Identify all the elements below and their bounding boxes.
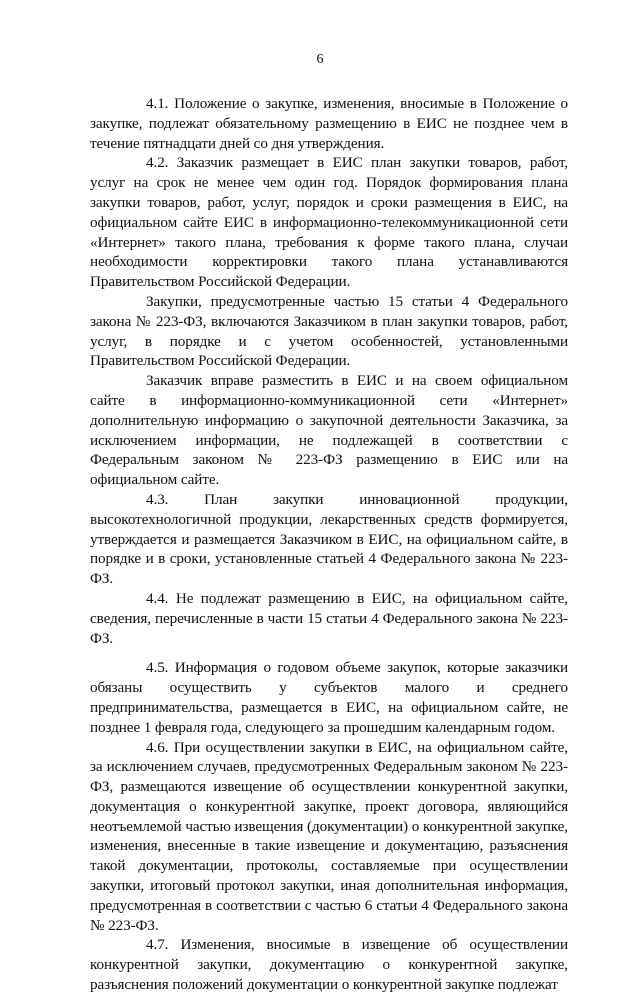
paragraph-4-2-additional-info: Заказчик вправе разместить в ЕИС и на своем официальном сайте в информационно-коммуникационной сети «Интернет» дополнительную информацию о закупочной деятельности Заказчика, за исключением информации, не подлежащей в соответствии с Федеральным законом № 223-ФЗ размещению в ЕИС или на официальном сайте. — [90, 372, 568, 489]
paragraph-4-7: 4.7. Изменения, вносимые в извещение об осуществлении конкурентной закупки, документацию о конкурентной закупке, разъяснения положений документации о конкурентной закупке подлежат — [90, 936, 568, 994]
paragraph-4-6: 4.6. При осуществлении закупки в ЕИС, на официальном сайте, за исключением случаев, предусмотренных Федеральным законом № 223-ФЗ, размещаются извещение об осуществлении конкурентной закупки, документация о конкурентной закупке, проект договора, являющийся неотъемлемой частью извещения (документации) о конкурентной закупке, изменения, внесенные в такие извещение и документацию, разъяснения такой документации, протоколы, составляемые при осуществлении закупки, итоговый протокол закупки, иная дополнительная информация, предусмотренная в соответствии с частью 6 статьи 4 Федерального закона № 223-ФЗ. — [90, 738, 568, 934]
paragraph-4-3: 4.3. План закупки инновационной продукции, высокотехнологичной продукции, лекарственных средств формируется, утверждается и размещается Заказчиком в ЕИС, на официальном сайте, в порядке и в сроки, установленные статьей 4 Федерального закона № 223-ФЗ. — [90, 490, 568, 588]
paragraph-4-1: 4.1. Положение о закупке, изменения, вносимые в Положение о закупке, подлежат обязательному размещению в ЕИС не позднее чем в течение пятнадцати дней со дня утверждения. — [90, 95, 568, 152]
paragraph-4-2-procurement-part-15: Закупки, предусмотренные частью 15 статьи 4 Федерального закона № 223-ФЗ, включаются Заказчиком в план закупки товаров, работ, услуг, в порядке и с учетом особенностей, установленными Правительством Российской Федерации. — [90, 292, 568, 370]
paragraph-4-4: 4.4. Не подлежат размещению в ЕИС, на официальном сайте, сведения, перечисленные в части 15 статьи 4 Федерального закона № 223-ФЗ. — [90, 589, 568, 647]
paragraph-4-2: 4.2. Заказчик размещает в ЕИС план закупки товаров, работ, услуг на срок не менее чем один год. Порядок формирования плана закупки товаров, работ, услуг, порядок и сроки размещения в ЕИС, на официальном сайте ЕИС в информационно-телекоммуникационной сети «Интернет» такого плана, требования к форме такого плана, случаи необходимости корректировки такого плана устанавливаются Правительством Российской Федерации. — [90, 154, 568, 291]
paragraph-4-5: 4.5. Информация о годовом объеме закупок, которые заказчики обязаны осуществить у субъектов малого и среднего предпринимательства, размещается в ЕИС, на официальном сайте, не позднее 1 февраля года, следующего за прошедшим календарным годом. — [90, 659, 568, 736]
document-body — [90, 94, 568, 995]
page-number: 6 — [316, 52, 324, 67]
